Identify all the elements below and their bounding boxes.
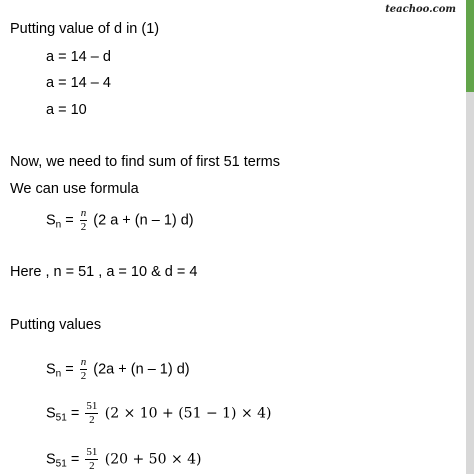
given-values: Here , n = 51 , a = 10 & d = 4: [10, 264, 198, 280]
subscript-n: n: [55, 219, 62, 231]
math-expression: (2 × 10 + (51 − 1) × 4): [100, 405, 272, 422]
text-putting-values: Putting values: [10, 317, 102, 333]
symbol-s: S: [46, 405, 56, 422]
equals-sign: =: [61, 212, 74, 229]
side-progress-bar: [466, 0, 474, 474]
formula-substitution: [46, 357, 190, 382]
subscript-51: 51: [55, 412, 67, 424]
side-bar-green-segment: [466, 0, 474, 92]
equation-s51-expanded: [46, 401, 272, 426]
symbol-s: S: [46, 451, 56, 468]
fraction-denominator: 2: [89, 460, 95, 472]
fraction-n-over-2: [80, 208, 88, 233]
fraction-denominator: 2: [80, 221, 87, 233]
equals-sign: =: [61, 361, 74, 378]
text-find-sum: Now, we need to find sum of first 51 terms: [10, 154, 280, 170]
formula-body: (2 a + (n – 1) d): [89, 212, 194, 229]
symbol-s: S: [46, 212, 56, 229]
fraction-numerator: 51: [86, 446, 98, 458]
fraction-51-over-2: [85, 447, 98, 472]
teachoo-logo: teachoo.com: [385, 4, 456, 15]
text-use-formula: We can use formula: [10, 181, 139, 197]
formula-sum-n-terms: [46, 208, 194, 233]
subscript-51: 51: [55, 458, 67, 470]
equation-a-14-minus-d: a = 14 – d: [46, 49, 111, 65]
fraction-numerator: n: [80, 207, 87, 219]
symbol-s: S: [46, 361, 56, 378]
fraction-denominator: 2: [89, 414, 95, 426]
equation-a-10: a = 10: [46, 102, 87, 118]
fraction-numerator: 51: [86, 400, 98, 412]
formula-body: (2a + (n – 1) d): [89, 361, 190, 378]
equation-s51-simplified: [46, 447, 202, 472]
equals-sign: =: [66, 405, 80, 422]
fraction-numerator: n: [80, 356, 87, 368]
step-heading-putting-d: Putting value of d in (1): [10, 21, 160, 37]
subscript-n: n: [55, 368, 62, 380]
equals-sign: =: [66, 451, 80, 468]
fraction-n-over-2: [80, 357, 88, 382]
equation-a-14-minus-4: a = 14 – 4: [46, 75, 111, 91]
fraction-51-over-2: [85, 401, 98, 426]
math-expression: (20 + 50 × 4): [100, 451, 202, 468]
fraction-denominator: 2: [80, 370, 87, 382]
side-bar-gray-segment: [466, 92, 474, 474]
